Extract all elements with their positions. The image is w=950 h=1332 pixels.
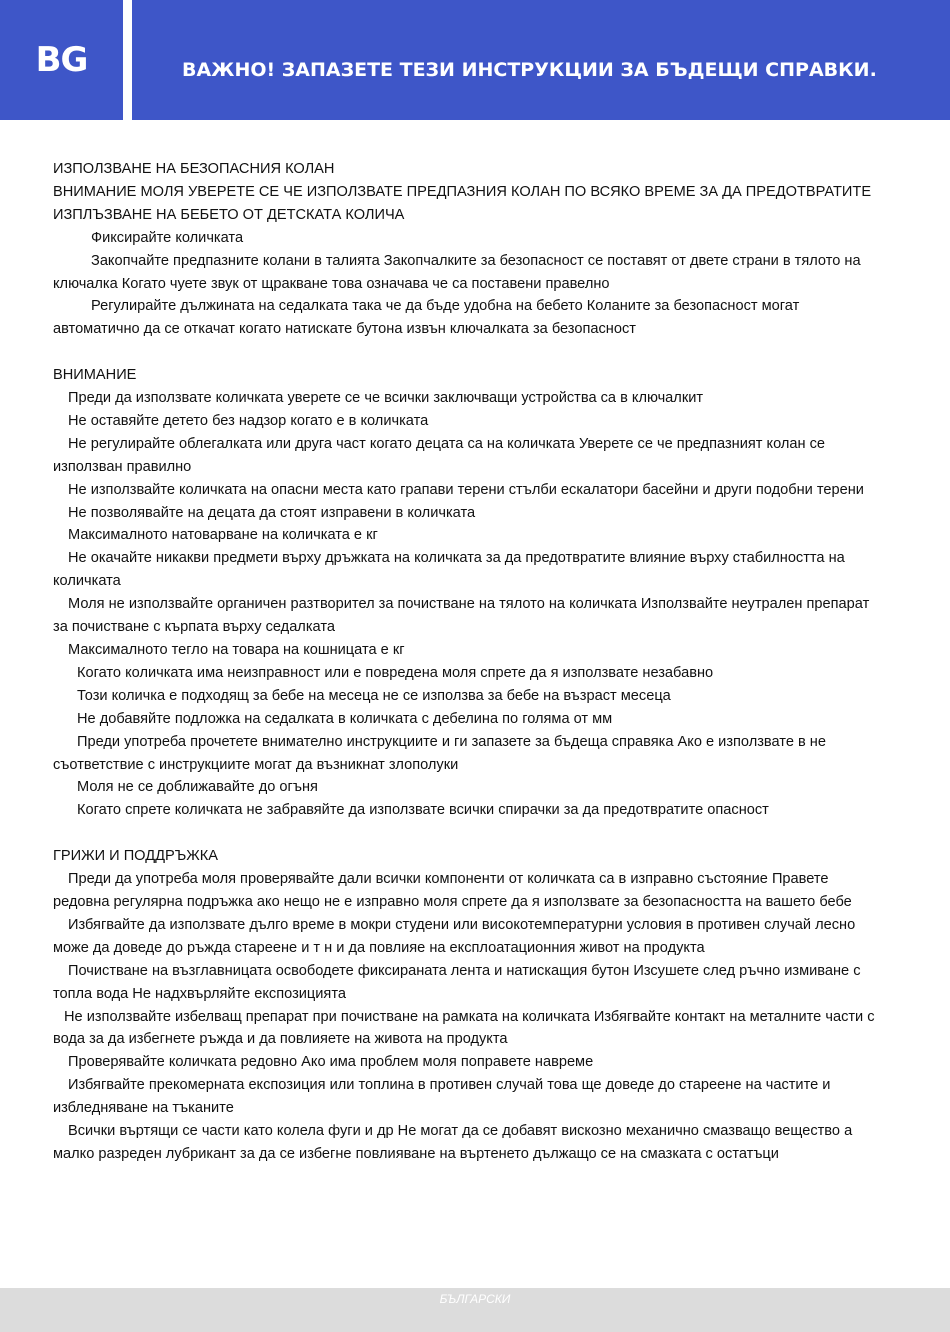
list-item: Не позволявайте на децата да стоят изправени в количката [68,504,476,521]
list-item: Моля не се доближавайте до огъня [77,779,318,796]
footer-language-label: БЪЛГАРСКИ [439,1292,511,1306]
list-item: Максималното тегло на товара на кошницата е кг [68,642,405,659]
list-item: Проверявайте количката редовно Ако има проблем моля поправете навреме [68,1054,594,1071]
document-body [53,158,888,1166]
list-item: Не добавяйте подложка на седалката в количката с дебелина по голяма от мм [77,710,613,727]
list-item: Регулирайте дължината на седалката така че да бъде удобна на бебето Коланите за безопасност могат автоматично да се откачат когато натискате бутона извън ключалката за безопасност [53,298,800,338]
list-item: Не окачайте никакви предмети върху дръжката на количката за да предотвратите влияние върху стабилността на количката [53,550,845,590]
list-item: Избягвайте прекомерната експозиция или топлина в противен случай това ще доведе до стареене на частите и избледняване на тъканите [53,1077,831,1117]
section-heading-care: ГРИЖИ И ПОДДРЪЖКА [53,848,218,865]
list-item: Когато спрете количката не забравяйте да използвате всички спирачки за да предотвратите опасност [77,802,769,819]
page-header [0,0,950,120]
list-item: Когато количката има неизправност или е повредена моля спрете да я използвате незабавно [77,664,714,681]
list-item: Не оставяйте детето без надзор когато е в количката [68,412,429,429]
header-divider [123,0,132,120]
list-item: Не използвайте количката на опасни места като грапави терени стълби ескалатори басейни и други подобни терени [68,481,864,498]
list-item: Този количка е подходящ за бебе на месеца не се използва за бебе на възраст месеца [77,687,671,704]
list-item: Не регулирайте облегалката или друга част когато децата са на количката Уверете се че предпазният колан се използван правилно [53,435,826,475]
list-item: Всички въртящи се части като колела фуги и др Не могат да се добавят вискозно механично смазващо вещество а малко разреден лубрикант за да се избегне повлияване на въртенето дължащо се на смазката с остатъци [53,1123,853,1162]
safety-belt-warning: ВНИМАНИЕ МОЛЯ УВЕРЕТЕ СЕ ЧЕ ИЗПОЛЗВАТЕ ПРЕДПАЗНИЯ КОЛАН ПО ВСЯКО ВРЕМЕ ЗА ДА ПРЕДОТВРАТИТЕ ИЗПЛЪЗВАНЕ НА БЕБЕТО ОТ ДЕТСКАТА КОЛИЧА [53,183,872,223]
list-item: Преди да употреба моля проверявайте дали всички компоненти от количката са в изправно състояние Правете редовна регулярна подръжка ако нещо не е изправно моля спрете да я използвате за безопасността на вашето бебе [53,871,852,910]
section-heading-safety-belt: ИЗПОЛЗВАНЕ НА БЕЗОПАСНИЯ КОЛАН [53,161,335,177]
list-item: Преди да използвате количката уверете се че всички заключващи устройства са в ключалкит [68,390,704,407]
list-item: Максималното натоварване на количката е кг [68,527,378,544]
list-item: Закопчайте предпазните колани в талията Закопчалките за безопасност се поставят от двете страни в тялото на ключалка Когато чуете звук от щракване това означава че са поставени правелно [53,252,861,292]
section-heading-caution: ВНИМАНИЕ [53,367,137,384]
list-item: Фиксирайте количката [91,229,244,246]
language-badge: BG [0,0,123,120]
list-item: Преди употреба прочетете внимателно инструкциите и ги запазете за бъдеща справяка Ако е използвате в не съответствие с инструкциите могат да възникнат злополуки [53,733,826,773]
list-item: Не използвайте избелващ препарат при почистване на рамката на количката Избягвайте контакт на металните части с вода за да избегнете ръжда и да повлияете на живота на продукта [53,1008,875,1048]
list-item: Моля не използвайте органичен разтворител за почистване на тялото на количката Използвайте неутрален препарат за почистване с кърпата върху седалката [53,596,870,636]
list-item: Избягвайте да използвате дълго време в мокри студени или високотемпературни условия в противен случай лесно може да доведе до ръжда стареене и т н и да повлияе на експлоатационния живот на продукта [53,916,856,956]
list-item: Почистване на възглавницата освободете фиксираната лента и натискащия бутон Изсушете след ръчно измиване с топла вода Не надхвърляйте експозицията [53,962,861,1002]
page-footer [0,1288,950,1332]
header-title: ВАЖНО! ЗАПАЗЕТЕ ТЕЗИ ИНСТРУКЦИИ ЗА БЪДЕЩИ СПРАВКИ. [132,0,950,120]
